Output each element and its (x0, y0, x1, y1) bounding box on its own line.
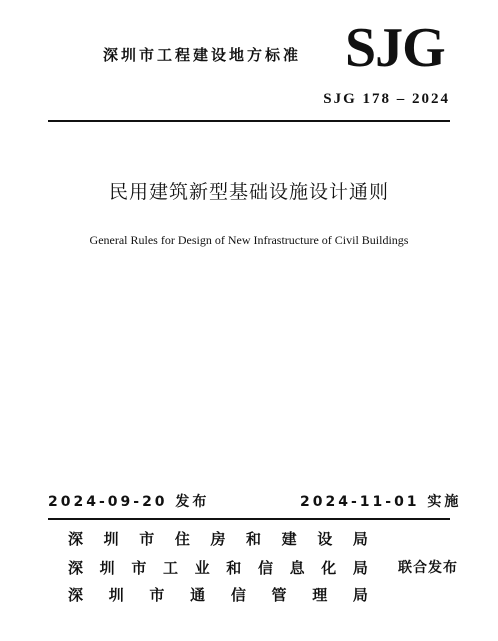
issuer-char: 息 (289, 559, 305, 577)
issuer-char: 局 (352, 559, 368, 577)
standard-number: SJG 178 – 2024 (323, 91, 450, 107)
issuer-char: 通 (190, 586, 206, 604)
issuer-char: 住 (174, 530, 190, 548)
issuer-char: 信 (257, 559, 273, 577)
issuer-char: 圳 (99, 559, 115, 577)
bottom-divider (48, 518, 450, 520)
issuer-char: 房 (210, 530, 226, 548)
issuer-char: 建 (281, 530, 297, 548)
issuer-char: 管 (271, 586, 287, 604)
standard-series-title: 深圳市工程建设地方标准 (103, 46, 302, 64)
issuer-char: 市 (149, 586, 165, 604)
issuer-industry-bureau (68, 557, 368, 578)
issuer-char: 局 (352, 586, 368, 604)
issuer-char: 业 (194, 559, 210, 577)
issuer-char: 市 (139, 530, 155, 548)
issuer-char: 深 (68, 559, 84, 577)
english-title: General Rules for Design of New Infrastructure of Civil Buildings (89, 233, 409, 247)
issuer-char: 工 (162, 559, 178, 577)
issuer-char: 和 (226, 559, 242, 577)
issuer-char: 圳 (103, 530, 119, 548)
top-divider (48, 120, 450, 122)
issuer-char: 局 (352, 530, 368, 548)
issuer-char: 理 (312, 586, 328, 604)
issuer-char: 深 (68, 530, 84, 548)
issuer-char: 信 (230, 586, 246, 604)
issuer-communications-bureau (68, 584, 368, 605)
issuer-housing-bureau (68, 528, 368, 549)
issuer-char: 市 (131, 559, 147, 577)
joint-release-label: 联合发布 (398, 560, 458, 576)
issuer-char: 和 (246, 530, 262, 548)
issuer-char: 设 (317, 530, 333, 548)
document-title: 民用建筑新型基础设施设计通则 (108, 181, 389, 203)
issuer-char: 圳 (108, 586, 124, 604)
issue-date: 2024-09-20 发布 (48, 494, 210, 510)
sjg-logo-text: SJG (345, 17, 445, 79)
issuer-char: 深 (68, 586, 84, 604)
issuer-char: 化 (321, 559, 337, 577)
implementation-date: 2024-11-01 实施 (300, 494, 462, 510)
